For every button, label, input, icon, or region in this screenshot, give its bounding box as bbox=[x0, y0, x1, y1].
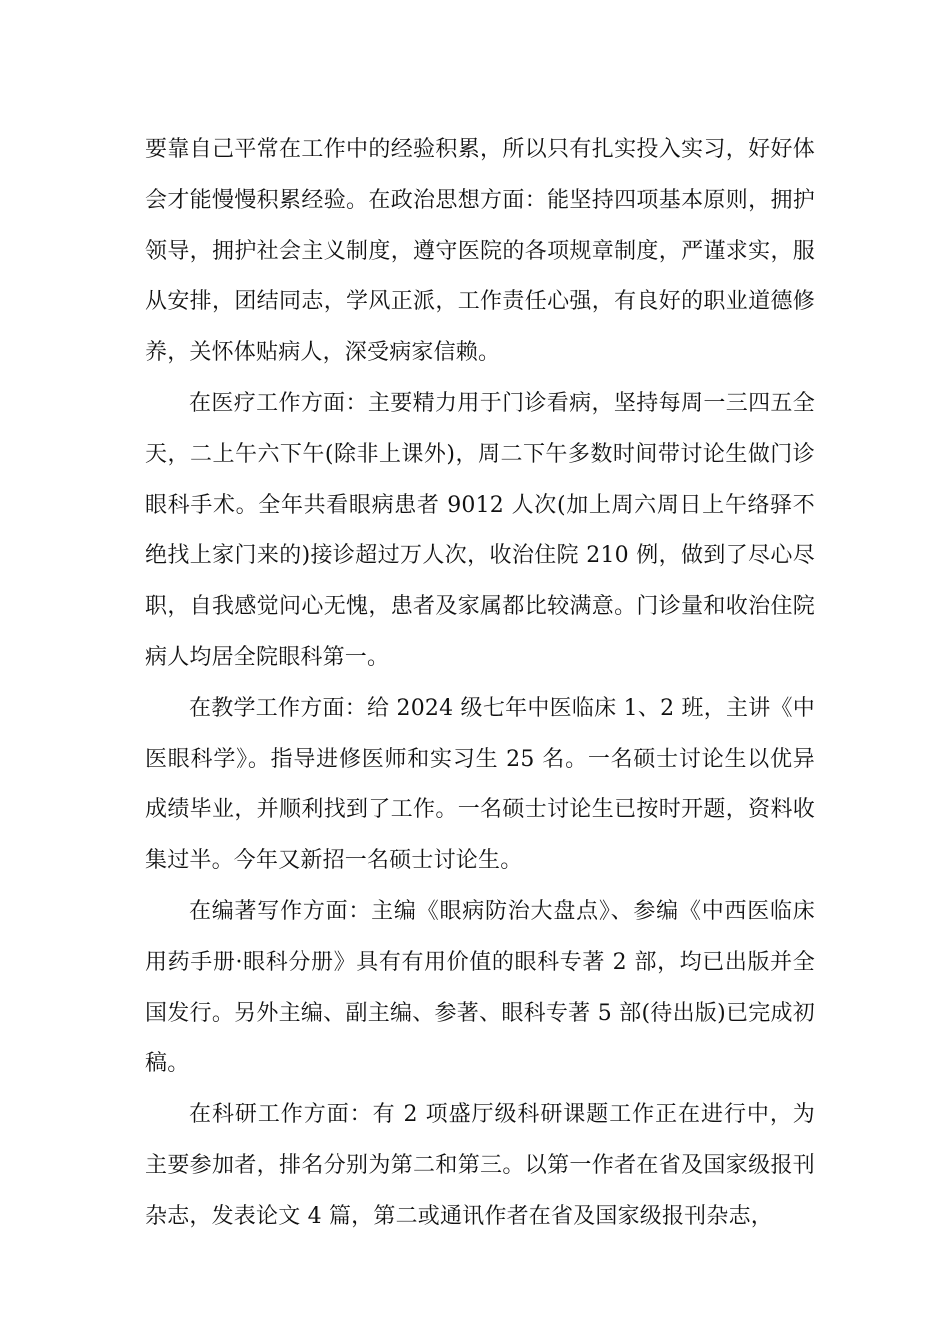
paragraph-teaching-work: 在教学工作方面：给 2024 级七年中医临床 1、2 班，主讲《中医眼科学》。指导进修医师和实习生 25 名。一名硕士讨论生以优异成绩毕业，并顺利找到了工作。一名硕士讨论生已按时开题，资料收集过半。今年又新招一名硕士讨论生。 bbox=[145, 695, 815, 874]
paragraph-political: 要靠自己平常在工作中的经验积累，所以只有扎实投入实习，好好体会才能慢慢积累经验。在政治思想方面：能坚持四项基本原则，拥护领导，拥护社会主义制度，遵守医院的各项规章制度，严谨求实，服从安排，团结同志，学风正派，工作责任心强，有良好的职业道德修养，关怀体贴病人，深受病家信赖。 bbox=[145, 137, 815, 366]
paragraph-research-work: 在科研工作方面：有 2 项盛厅级科研课题工作正在进行中，为主要参加者，排名分别为第二和第三。以第一作者在省及国家级报刊杂志，发表论文 4 篇，第二或通讯作者在省及国家级报刊杂志， bbox=[145, 1102, 815, 1229]
paragraph-writing-work: 在编著写作方面：主编《眼病防治大盘点》、参编《中西医临床用药手册·眼科分册》具有有用价值的眼科专著 2 部，均已出版并全国发行。另外主编、副主编、参著、眼科专著 5 部(待出版)已完成初稿。 bbox=[145, 898, 815, 1077]
paragraph-medical-work: 在医疗工作方面：主要精力用于门诊看病，坚持每周一三四五全天，二上午六下午(除非上课外)，周二下午多数时间带讨论生做门诊眼科手术。全年共看眼病患者 9012 人次(加上周六周日上午络驿不绝找上家门来的)接诊超过万人次，收治住院 210 例，做到了尽心尽职，自我感觉问心无愧，患者及家属都比较满意。门诊量和收治住院病人均居全院眼科第一。 bbox=[145, 390, 815, 670]
document-body bbox=[145, 125, 815, 1243]
